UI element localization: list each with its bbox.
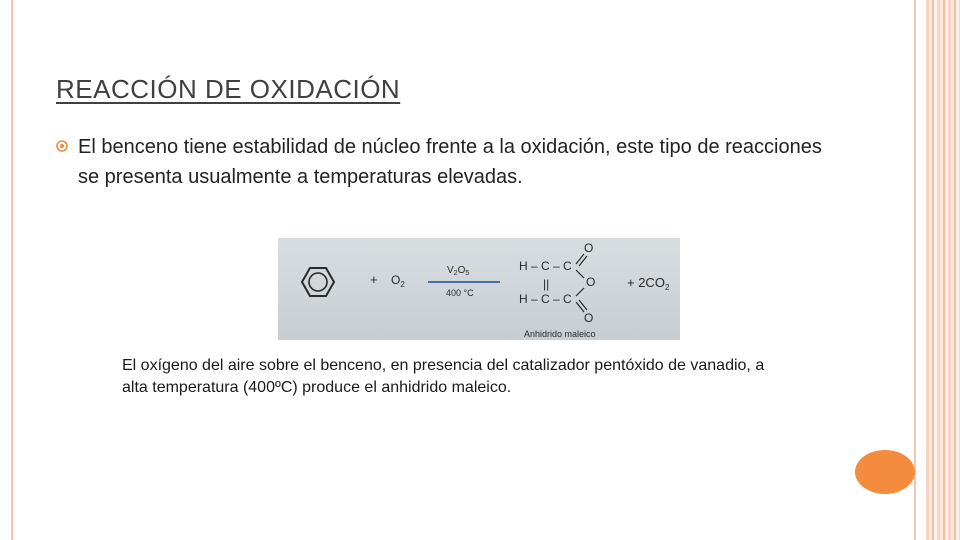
catalyst-label: $V_2O_5$: [447, 265, 470, 277]
oxygen-bottom: O: [584, 311, 594, 325]
product-row-1: H – C – C: [519, 259, 572, 273]
oxygen-top: O: [584, 241, 594, 255]
bullet-text: El benceno tiene estabilidad de núcleo frente a la oxidación, este tipo de reacciones se presenta usualmente a temperaturas elevadas.: [78, 136, 822, 188]
oxygen-reactant: $O_2$: [391, 273, 405, 289]
carbon-dioxide-product: + $2CO_2$: [627, 275, 670, 292]
decorative-circle: [855, 450, 915, 494]
reaction-diagram: [278, 238, 680, 340]
plus-sign-1: +: [370, 272, 378, 287]
bullet-diamond-icon: [56, 140, 68, 152]
double-bond: ||: [543, 277, 550, 291]
slide-title: REACCIÓN DE OXIDACIÓN: [56, 74, 401, 104]
decorative-stripes: [926, 0, 960, 540]
temperature-condition: 400 °C: [446, 288, 474, 298]
oxygen-middle: O: [586, 275, 596, 289]
reaction-image: [278, 238, 680, 340]
reaction-caption: El oxígeno del aire sobre el benceno, en presencia del catalizador pentóxido de vanadio, a alta temperatura (400ºC) produce el anhidrido maleico.: [122, 357, 765, 396]
product-name-label: Anhidrido maleico: [524, 329, 596, 339]
benzene-ring-icon: [302, 268, 334, 296]
product-row-2: H – C – C: [519, 292, 572, 306]
